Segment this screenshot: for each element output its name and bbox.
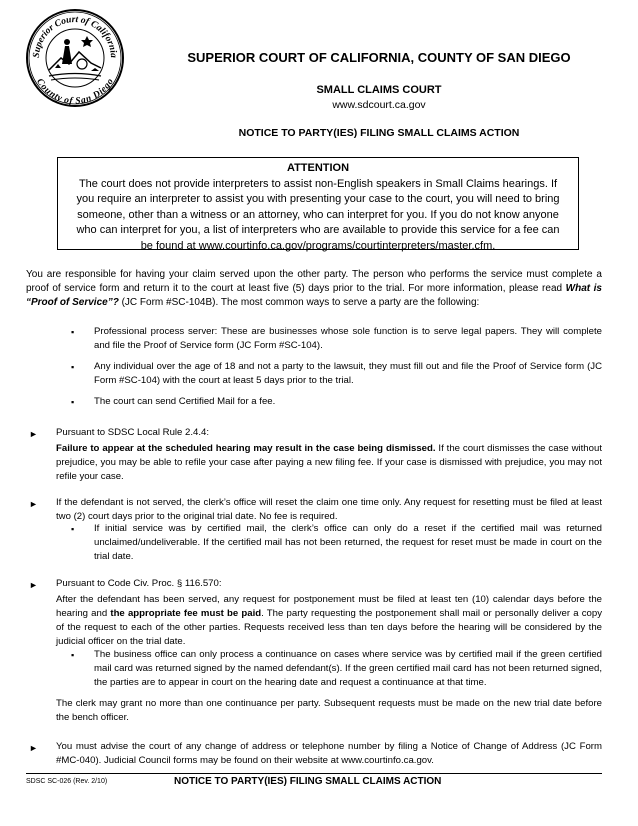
attention-title: ATTENTION [286,162,350,174]
local-rule-paragraph [56,442,602,484]
proof-of-service-title: What is “Proof of Service”? [26,283,602,309]
address-change-paragraph: You must advise the court of any change of address or telephone number by filing a Notice of Change of Address (JC Form #MC-040). Judicial Council forms may be found on their website at www.courtinfo.ca.gov. [56,741,602,766]
form-id: SDSC SC-026 (Rev. 2/10) [26,778,108,785]
service-method-item: Any individual over the age of 18 and not a party to the lawsuit, they must fill out and file the Proof of Service form (JC Form #SC-104) with the court at least 5 days prior to the trial. [94,361,602,386]
dismissal-warning: Failure to appear at the scheduled hearing may result in the case being dismissed. [56,443,436,454]
service-method-item: The court can send Certified Mail for a fee. [94,396,276,407]
local-rule-heading: Pursuant to SDSC Local Rule 2.4.4: [56,427,210,438]
arrow-bullet: ► [29,429,38,439]
certified-mail-reset-note: If initial service was by certified mail, the clerk’s office can only do a reset if the certified mail was returned unclaimed/undeliverable. If the certified mail has not been returned, the request for reset must be made in court on the trial date. [94,523,602,562]
attention-box [57,157,579,250]
not-served-paragraph: If the defendant is not served, the clerk’s office will reset the claim one time only. Any request for resetting must be filed at least two (2) court days prior to the original trial date. No fee is required. [56,497,602,522]
notice-title: NOTICE TO PARTY(IES) FILING SMALL CLAIMS ACTION [238,127,520,139]
attention-line: you require an interpreter to assist you with presenting your case to the court, you will need to bring [76,193,560,205]
attention-line: who can interpret for you, a list of interpreters who are available to provide this service for a fee can [76,224,560,236]
svg-text:County of San Diego: County of San Diego [34,77,116,107]
website-text: www.sdcourt.ca.gov [332,99,426,111]
continuance-limit-paragraph: The clerk may grant no more than one continuance per party. Subsequent requests must be made on the new trial date before the bench officer. [56,698,602,723]
attention-line: be found at www.courtinfo.ca.gov/programs/courtinterpreters/master.cfm. [140,239,496,252]
postponement-text: After the defendant has been served, any request for postponement must be filed at least ten (10) calendar days before the hearing and [56,594,602,619]
square-bullet: ▪ [71,524,75,534]
arrow-bullet: ► [29,499,38,509]
attention-line: someone, other than a witness or an attorney, who can interpret for you. If you do not know anyone [77,208,559,221]
arrow-bullet: ► [29,743,38,753]
continuance-note: The business office can only process a continuance on cases where service was by certified mail if the green certified mail card was returned signed by the named defendant(s). If the green certified mail card has not been returned signed, the parties are to appear in court on the hearing date and request a continuance at that time. [94,649,602,688]
svg-text:Superior Court of California: Superior Court of California [31,14,119,59]
postponement-paragraph [56,593,602,649]
postponement-heading: Pursuant to Code Civ. Proc. § 116.570: [56,578,222,589]
division-heading: SMALL CLAIMS COURT [316,84,442,96]
square-bullet: ▪ [71,650,75,660]
intro-paragraph [26,268,602,311]
intro-text-end: (JC Form #SC-104B). The most common ways to serve a party are the following: [118,297,480,309]
attention-line: The court does not provide interpreters to assist non-English speakers in Small Claims hearings. If [78,177,558,190]
fee-requirement: the appropriate fee must be paid [110,608,262,619]
footer-divider [26,773,602,774]
service-method-item: Professional process server: These are businesses whose sole function is to serve legal papers. They will complete and file the Proof of Service form (JC Form #SC-104). [94,326,602,351]
court-name-heading: SUPERIOR COURT OF CALIFORNIA, COUNTY OF SAN DIEGO [187,50,571,65]
dismissal-details: If the court dismisses the case without prejudice, you may be able to refile your case after paying a new filing fee. If your case is dismissed with prejudice, you may not refile your case. [56,443,602,482]
square-bullet: ▪ [71,397,75,407]
square-bullet: ▪ [71,327,75,337]
square-bullet: ▪ [71,362,75,372]
postponement-text-end: . The party requesting the postponement shall mail or personally deliver a copy of the request to each of the other parties. Requests received less than ten days before the hearing will be considered by the judicial officer on the trial date. [56,608,603,647]
arrow-bullet: ► [29,580,38,590]
intro-text: You are responsible for having your claim served upon the other party. The person who performs the service must complete a proof of service form and return it to the court at least five (5) days prior to the trial. For more information, please read [26,269,602,295]
footer-title: NOTICE TO PARTY(IES) FILING SMALL CLAIMS ACTION [174,776,442,787]
court-seal-logo [25,8,125,108]
